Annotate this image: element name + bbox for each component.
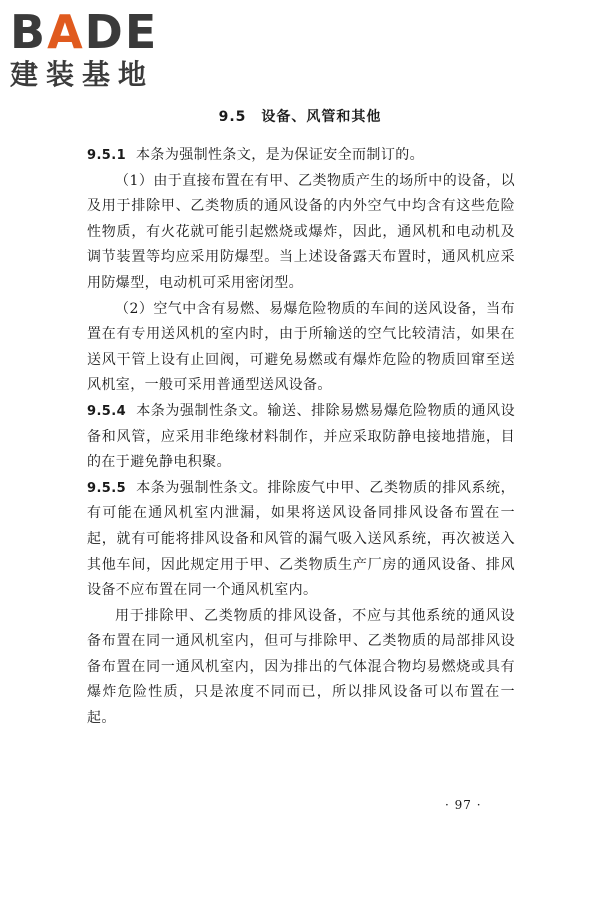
- clause-text: 本条为强制性条文。输送、排除易燃易爆危险物质的通风设备和风管，应采用非绝缘材料制作，并应采取防静电接地措施，目的在于避免静电积聚。: [87, 402, 515, 471]
- clause-text: 本条为强制性条文。排除废气中甲、乙类物质的排风系统，有可能在通风机室内泄漏，如果将送风设备同排风设备布置在一起，就有可能将排风设备和风管的漏气吸入送风系统，再次被送入其他车间，因此规定用于甲、乙类物质生产厂房的通风设备、排风设备不应布置在同一个通风机室内。: [87, 479, 515, 599]
- logo-letter-b: B: [10, 5, 48, 59]
- logo-subtitle: 建装基地: [10, 58, 155, 91]
- page-number: · 97 ·: [445, 798, 482, 812]
- logo-wordmark: [10, 5, 159, 59]
- document-body: [87, 143, 515, 732]
- clause-number: 9.5.1: [87, 148, 127, 163]
- clause-text: 本条为强制性条文，是为保证安全而制订的。: [136, 147, 425, 163]
- clause-9-5-1: [87, 143, 515, 169]
- logo-letter-a: A: [47, 5, 85, 59]
- section-title: 9.5 设备、风管和其他: [218, 109, 382, 125]
- clause-number: 9.5.5: [87, 480, 127, 496]
- logo: [10, 5, 185, 96]
- clause-9-5-4: [87, 399, 515, 476]
- paragraph-item-2: （2）空气中含有易燃、易爆危险物质的车间的送风设备，当布置在有专用送风机的室内时，由于所输送的空气比较清洁，如果在送风干管上设有止回阀，可避免易燃或有爆炸危险的物质回窜至送风机室，一般可采用普通型送风设备。: [87, 300, 515, 394]
- logo-letters-de: DE: [84, 5, 159, 59]
- clause-9-5-5: [87, 476, 515, 604]
- clause-number: 9.5.4: [87, 403, 127, 419]
- paragraph-item-1: （1）由于直接布置在有甲、乙类物质产生的场所中的设备，以及用于排除甲、乙类物质的通风设备的内外空气中均含有这些危险性物质，有火花就可能引起燃烧或爆炸，因此，通风机和电动机及调节装置等均应采用防爆型。当上述设备露天布置时，通风机应采用防爆型，电动机可采用密闭型。: [87, 172, 515, 291]
- paragraph-explanation: 用于排除甲、乙类物质的排风设备，不应与其他系统的通风设备布置在同一通风机室内，但可与排除甲、乙类物质的局部排风设备布置在同一通风机室内，因为排出的气体混合物均易燃烧或具有爆炸危险性质，只是浓度不同而已，所以排风设备可以布置在一起。: [87, 607, 515, 727]
